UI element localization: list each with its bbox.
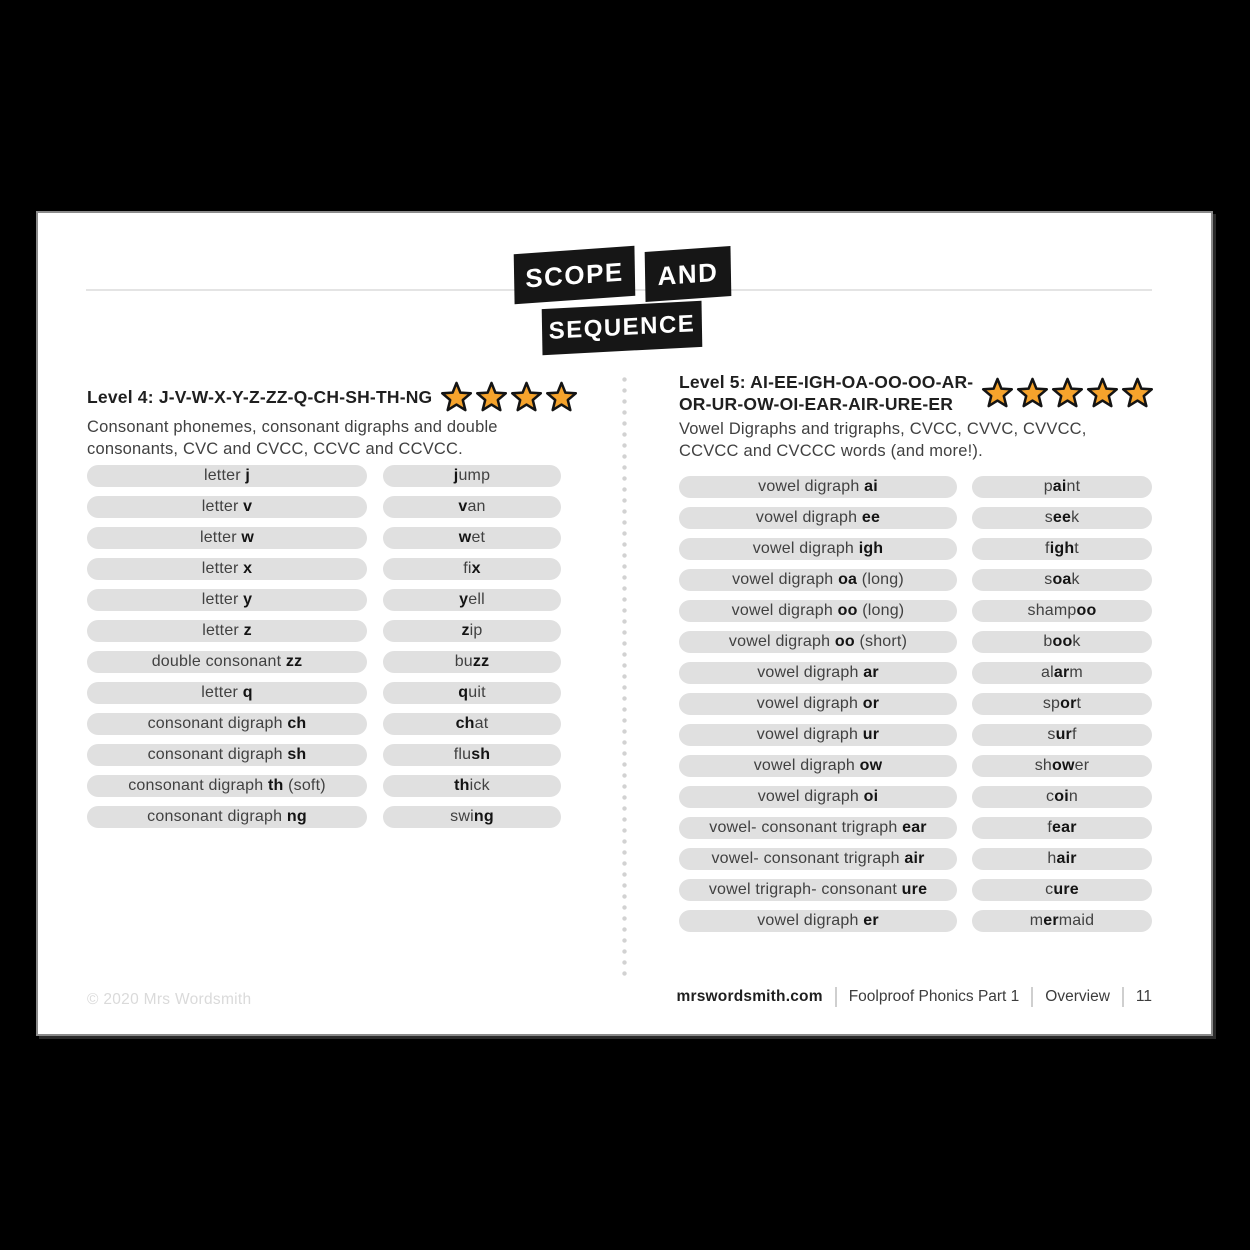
example-word-pill: sport [972, 693, 1152, 715]
phoneme-row [87, 558, 561, 580]
example-word-pill: flush [383, 744, 561, 766]
phoneme-highlight: ai [864, 478, 878, 495]
phoneme-highlight: er [1043, 912, 1059, 929]
phoneme-highlight: j [453, 467, 459, 484]
phoneme-highlight: ur [862, 726, 880, 743]
phoneme-highlight: v [243, 498, 253, 515]
phoneme-label-pill: vowel digraph ar [679, 662, 957, 684]
example-word-pill: fear [972, 817, 1152, 839]
footer-meta [677, 987, 1152, 1007]
example-word-pill: seek [972, 507, 1152, 529]
phoneme-label-pill: letter y [87, 589, 367, 611]
example-word-pill: thick [383, 775, 561, 797]
example-word-pill: fix [383, 558, 561, 580]
phoneme-row [87, 744, 561, 766]
phoneme-row [87, 651, 561, 673]
level-5-title [679, 371, 973, 415]
phoneme-highlight: oo [837, 602, 858, 619]
phoneme-highlight: j [245, 467, 251, 484]
phoneme-row [87, 496, 561, 518]
phoneme-highlight: ar [863, 664, 879, 681]
phoneme-highlight: ur [1055, 726, 1072, 743]
phoneme-highlight: ch [455, 715, 475, 732]
phoneme-highlight: ee [861, 509, 881, 526]
example-word-pill: yell [383, 589, 561, 611]
phoneme-highlight: ng [286, 808, 307, 825]
phoneme-row [87, 682, 561, 704]
phoneme-highlight: y [459, 591, 469, 608]
page-footer [38, 987, 1211, 1017]
example-word-pill: jump [383, 465, 561, 487]
phoneme-row [87, 775, 561, 797]
phoneme-highlight: ee [1052, 509, 1072, 526]
example-word-pill: chat [383, 713, 561, 735]
phoneme-label-pill: vowel digraph er [679, 910, 957, 932]
phoneme-row [679, 631, 1152, 653]
phoneme-highlight: oi [863, 788, 879, 805]
phoneme-row [87, 713, 561, 735]
level-4-title [87, 386, 432, 408]
column-divider-dotted [622, 377, 627, 977]
phoneme-row [679, 662, 1152, 684]
phoneme-label-pill: vowel digraph ee [679, 507, 957, 529]
example-word-pill: coin [972, 786, 1152, 808]
phoneme-row [679, 817, 1152, 839]
star-icon [545, 381, 578, 413]
phoneme-highlight: oo [834, 633, 855, 650]
example-word-pill: paint [972, 476, 1152, 498]
level-4-heading-row [87, 381, 561, 413]
phoneme-highlight: zz [285, 653, 303, 670]
example-word-pill: hair [972, 848, 1152, 870]
footer-page-number: 11 [1135, 988, 1152, 1005]
phoneme-highlight: oa [1052, 571, 1072, 588]
text-line: Level 5: AI-EE-IGH-OA-OO-OO-AR- [679, 372, 974, 392]
phoneme-highlight: or [862, 695, 880, 712]
phoneme-label-pill: vowel digraph oo (short) [679, 631, 957, 653]
text-line: Vowel Digraphs and trigraphs, CVCC, CVVC, CVVCC, [679, 420, 1087, 438]
phoneme-row [679, 693, 1152, 715]
footer-divider [835, 987, 837, 1007]
phoneme-highlight: sh [471, 746, 491, 763]
phoneme-label-pill: consonant digraph ch [87, 713, 367, 735]
text-line: OR-UR-OW-OI-EAR-AIR-URE-ER [679, 394, 954, 414]
phoneme-label-pill: vowel digraph ow [679, 755, 957, 777]
phoneme-label-pill: letter w [87, 527, 367, 549]
text-line: consonants, CVC and CVCC, CCVC and CCVCC. [87, 439, 463, 458]
level-4-phoneme-list [87, 465, 561, 828]
phoneme-label-pill: vowel digraph ur [679, 724, 957, 746]
phoneme-highlight: or [1060, 695, 1077, 712]
phoneme-highlight: th [454, 777, 470, 794]
phoneme-label-pill: vowel trigraph- consonant ure [679, 879, 957, 901]
phoneme-highlight: ure [1053, 881, 1079, 898]
phoneme-highlight: y [243, 591, 253, 608]
phoneme-row [87, 465, 561, 487]
phoneme-highlight: air [904, 850, 925, 867]
example-word-pill: cure [972, 879, 1152, 901]
example-word-pill: buzz [383, 651, 561, 673]
footer-divider [1122, 987, 1124, 1007]
star-icon [1016, 377, 1049, 409]
phoneme-highlight: th [267, 777, 284, 794]
phoneme-highlight: oo [1076, 602, 1097, 619]
phoneme-highlight: oa [838, 571, 858, 588]
footer-chapter: Overview [1045, 988, 1110, 1005]
phoneme-highlight: er [863, 912, 879, 929]
phoneme-highlight: q [458, 684, 469, 701]
phoneme-label-pill: vowel digraph or [679, 693, 957, 715]
phoneme-label-pill: vowel digraph oi [679, 786, 957, 808]
section-level-4 [87, 381, 561, 825]
phoneme-label-pill: consonant digraph ng [87, 806, 367, 828]
phoneme-highlight: sh [287, 746, 307, 763]
phoneme-label-pill: consonant digraph sh [87, 744, 367, 766]
phoneme-highlight: oo [1052, 633, 1073, 650]
example-word-pill: shampoo [972, 600, 1152, 622]
text-line: CCVCC and CVCCC words (and more!). [679, 441, 983, 460]
star-icon [1086, 377, 1119, 409]
level-5-phoneme-list [679, 476, 1152, 932]
level-4-star-rating [440, 381, 578, 413]
phoneme-row [679, 910, 1152, 932]
star-icon [440, 381, 473, 413]
star-icon [510, 381, 543, 413]
phoneme-label-pill: vowel digraph igh [679, 538, 957, 560]
phoneme-label-pill: letter j [87, 465, 367, 487]
phoneme-highlight: ow [1052, 757, 1075, 774]
phoneme-label-pill: consonant digraph th (soft) [87, 775, 367, 797]
example-word-pill: fight [972, 538, 1152, 560]
example-word-pill: zip [383, 620, 561, 642]
section-level-5 [679, 371, 1153, 929]
and-badge-label: AND [657, 256, 719, 291]
phoneme-highlight: zz [472, 653, 490, 670]
phoneme-label-pill: vowel digraph oo (long) [679, 600, 957, 622]
phoneme-label-pill: letter z [87, 620, 367, 642]
level-4-description [87, 417, 561, 460]
footer-site-text: mrswordsmith.com [676, 988, 823, 1005]
footer-divider [1031, 987, 1033, 1007]
phoneme-row [87, 620, 561, 642]
phoneme-highlight: oi [1054, 788, 1069, 805]
example-word-pill: swing [383, 806, 561, 828]
phoneme-highlight: w [241, 529, 255, 546]
phoneme-highlight: ai [1052, 478, 1067, 495]
phoneme-highlight: ear [902, 819, 927, 836]
level-5-heading-row [679, 371, 1153, 415]
example-word-pill: quit [383, 682, 561, 704]
star-icon [1051, 377, 1084, 409]
phoneme-row [679, 569, 1152, 591]
phoneme-label-pill: letter v [87, 496, 367, 518]
phoneme-label-pill: double consonant zz [87, 651, 367, 673]
phoneme-highlight: ch [287, 715, 307, 732]
phoneme-highlight: z [243, 622, 252, 639]
text-line: Consonant phonemes, consonant digraphs and double [87, 418, 498, 436]
phoneme-row [87, 527, 561, 549]
phoneme-highlight: igh [1049, 540, 1075, 557]
example-word-pill: alarm [972, 662, 1152, 684]
example-word-pill: soak [972, 569, 1152, 591]
phoneme-highlight: q [242, 684, 253, 701]
phoneme-label-pill: vowel digraph ai [679, 476, 957, 498]
example-word-pill: van [383, 496, 561, 518]
phoneme-row [679, 538, 1152, 560]
phoneme-row [679, 476, 1152, 498]
phoneme-highlight: ear [1052, 819, 1077, 836]
copyright-text: © 2020 Mrs Wordsmith [87, 991, 252, 1008]
phoneme-label-pill: letter x [87, 558, 367, 580]
phoneme-highlight: x [243, 560, 253, 577]
text-line: Level 4: J-V-W-X-Y-Z-ZZ-Q-CH-SH-TH-NG [87, 387, 433, 407]
star-icon [475, 381, 508, 413]
phoneme-highlight: z [461, 622, 470, 639]
footer-book-title: Foolproof Phonics Part 1 [848, 988, 1020, 1005]
phoneme-row [679, 724, 1152, 746]
and-badge [645, 246, 732, 302]
star-icon [1121, 377, 1154, 409]
phoneme-highlight: ng [473, 808, 494, 825]
phoneme-highlight: ow [859, 757, 883, 774]
example-word-pill: wet [383, 527, 561, 549]
example-word-pill: surf [972, 724, 1152, 746]
phoneme-row [679, 600, 1152, 622]
example-word-pill: shower [972, 755, 1152, 777]
document-page [36, 211, 1213, 1036]
phoneme-label-pill: vowel- consonant trigraph ear [679, 817, 957, 839]
phoneme-highlight: ure [901, 881, 928, 898]
example-word-pill: book [972, 631, 1152, 653]
sequence-badge-label: SEQUENCE [548, 310, 696, 345]
phoneme-row [679, 786, 1152, 808]
phoneme-row [87, 589, 561, 611]
phoneme-row [679, 755, 1152, 777]
phoneme-highlight: w [458, 529, 472, 546]
phoneme-highlight: air [1056, 850, 1077, 867]
phoneme-highlight: igh [858, 540, 884, 557]
sequence-badge [542, 301, 703, 355]
phoneme-label-pill: vowel digraph oa (long) [679, 569, 957, 591]
phoneme-label-pill: letter q [87, 682, 367, 704]
phoneme-row [679, 507, 1152, 529]
phoneme-row [87, 806, 561, 828]
scope-badge [514, 246, 636, 305]
phoneme-row [679, 879, 1152, 901]
phoneme-label-pill: vowel- consonant trigraph air [679, 848, 957, 870]
level-5-star-rating [981, 377, 1154, 409]
level-5-description [679, 419, 1153, 462]
phoneme-highlight: ar [1053, 664, 1070, 681]
phoneme-row [679, 848, 1152, 870]
example-word-pill: mermaid [972, 910, 1152, 932]
scope-badge-label: SCOPE [525, 256, 624, 293]
phoneme-highlight: v [458, 498, 468, 515]
star-icon [981, 377, 1014, 409]
phoneme-highlight: x [471, 560, 481, 577]
